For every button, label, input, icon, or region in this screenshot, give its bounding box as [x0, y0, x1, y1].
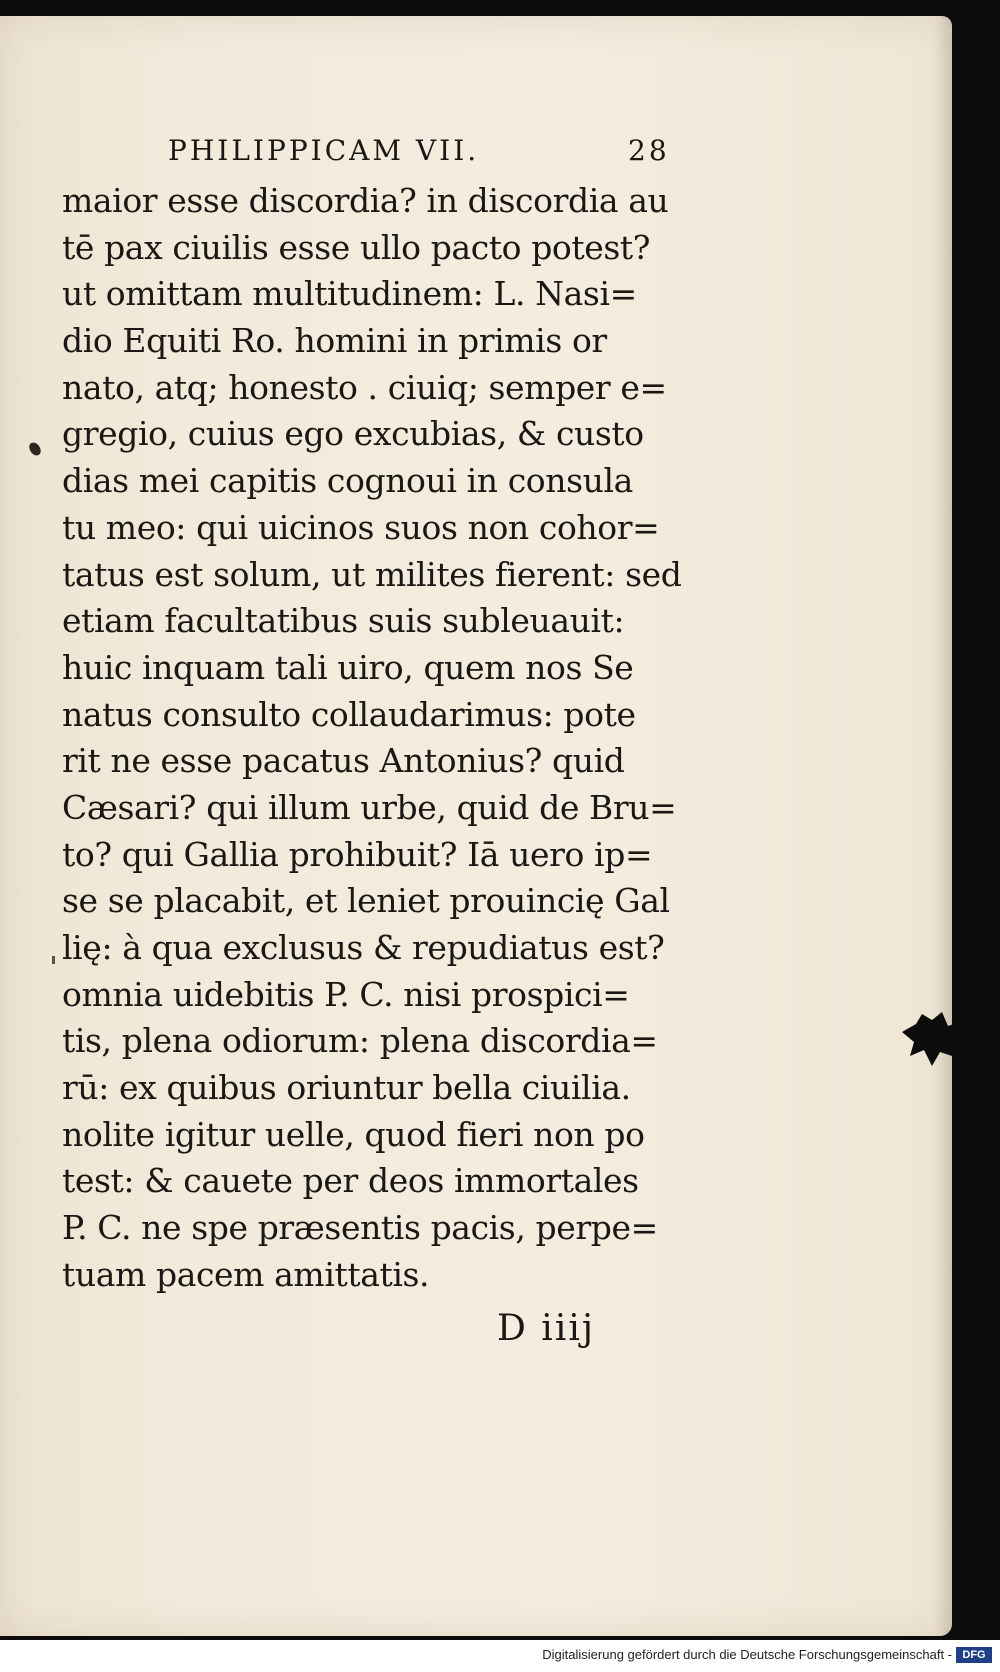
footer-bar [0, 1640, 1000, 1672]
text-line: tis, plena odiorum: plena discordia= [62, 1021, 658, 1061]
page-tear-icon [902, 1010, 972, 1070]
book-page [0, 16, 952, 1636]
text-line: tuam pacem amittatis. [62, 1254, 430, 1294]
text-line: rit ne esse pacatus Antonius? quid [62, 741, 625, 781]
text-line: maior esse discordia? in discordia au [62, 181, 669, 220]
body-text [62, 178, 722, 1299]
ink-blot-mark [27, 440, 43, 457]
text-line: test: & cauete per deos immortales [62, 1161, 639, 1201]
text-line: dias mei capitis cognoui in consula [62, 461, 633, 501]
text-line: gregio, cuius ego excubias, & custo [62, 414, 644, 454]
text-line: huic inquam tali uiro, quem nos Se [62, 647, 634, 687]
text-line: etiam facultatibus suis subleuauit: [62, 601, 625, 641]
text-line: to? qui Gallia prohibuit? Iā uero ip= [62, 834, 653, 874]
text-line: tē pax ciuilis esse ullo pacto potest? [62, 227, 651, 267]
dfg-logo-icon: DFG [956, 1647, 992, 1663]
text-line: tu meo: qui uicinos suos non cohor= [62, 507, 660, 547]
text-line: se se placabit, et leniet prouincię Gal [62, 881, 670, 921]
text-line: rū: ex quibus oriuntur bella ciuilia. [62, 1068, 631, 1108]
running-head [168, 134, 668, 174]
text-line: ut omittam multitudinem: L. Nasi= [62, 274, 637, 314]
footer-credit: Digitalisierung gefördert durch die Deutsche Forschungsgemeinschaft - [542, 1647, 952, 1662]
margin-tick-mark [52, 956, 55, 964]
text-line: P. C. ne spe præsentis pacis, perpe= [62, 1208, 658, 1248]
text-line: Cæsari? qui illum urbe, quid de Bru= [62, 787, 677, 827]
text-line: tatus est solum, ut milites fierent: sed [62, 554, 682, 594]
text-line: lię: à qua exclusus & repudiatus est? [62, 928, 665, 967]
text-line: nolite igitur uelle, quod fieri non po [62, 1114, 645, 1154]
text-line: natus consulto collaudarimus: pote [62, 694, 636, 734]
signature-mark: D iiij [497, 1308, 596, 1349]
text-line: nato, atq; honesto . ciuiq; semper e= [62, 367, 667, 407]
text-line: dio Equiti Ro. homini in primis or [62, 321, 607, 361]
page-edge-shadow [934, 16, 952, 1636]
text-line: omnia uidebitis P. C. nisi prospici= [62, 974, 630, 1014]
folio-number: 28 [628, 134, 670, 167]
running-head-title: PHILIPPICAM VII. [168, 134, 480, 167]
